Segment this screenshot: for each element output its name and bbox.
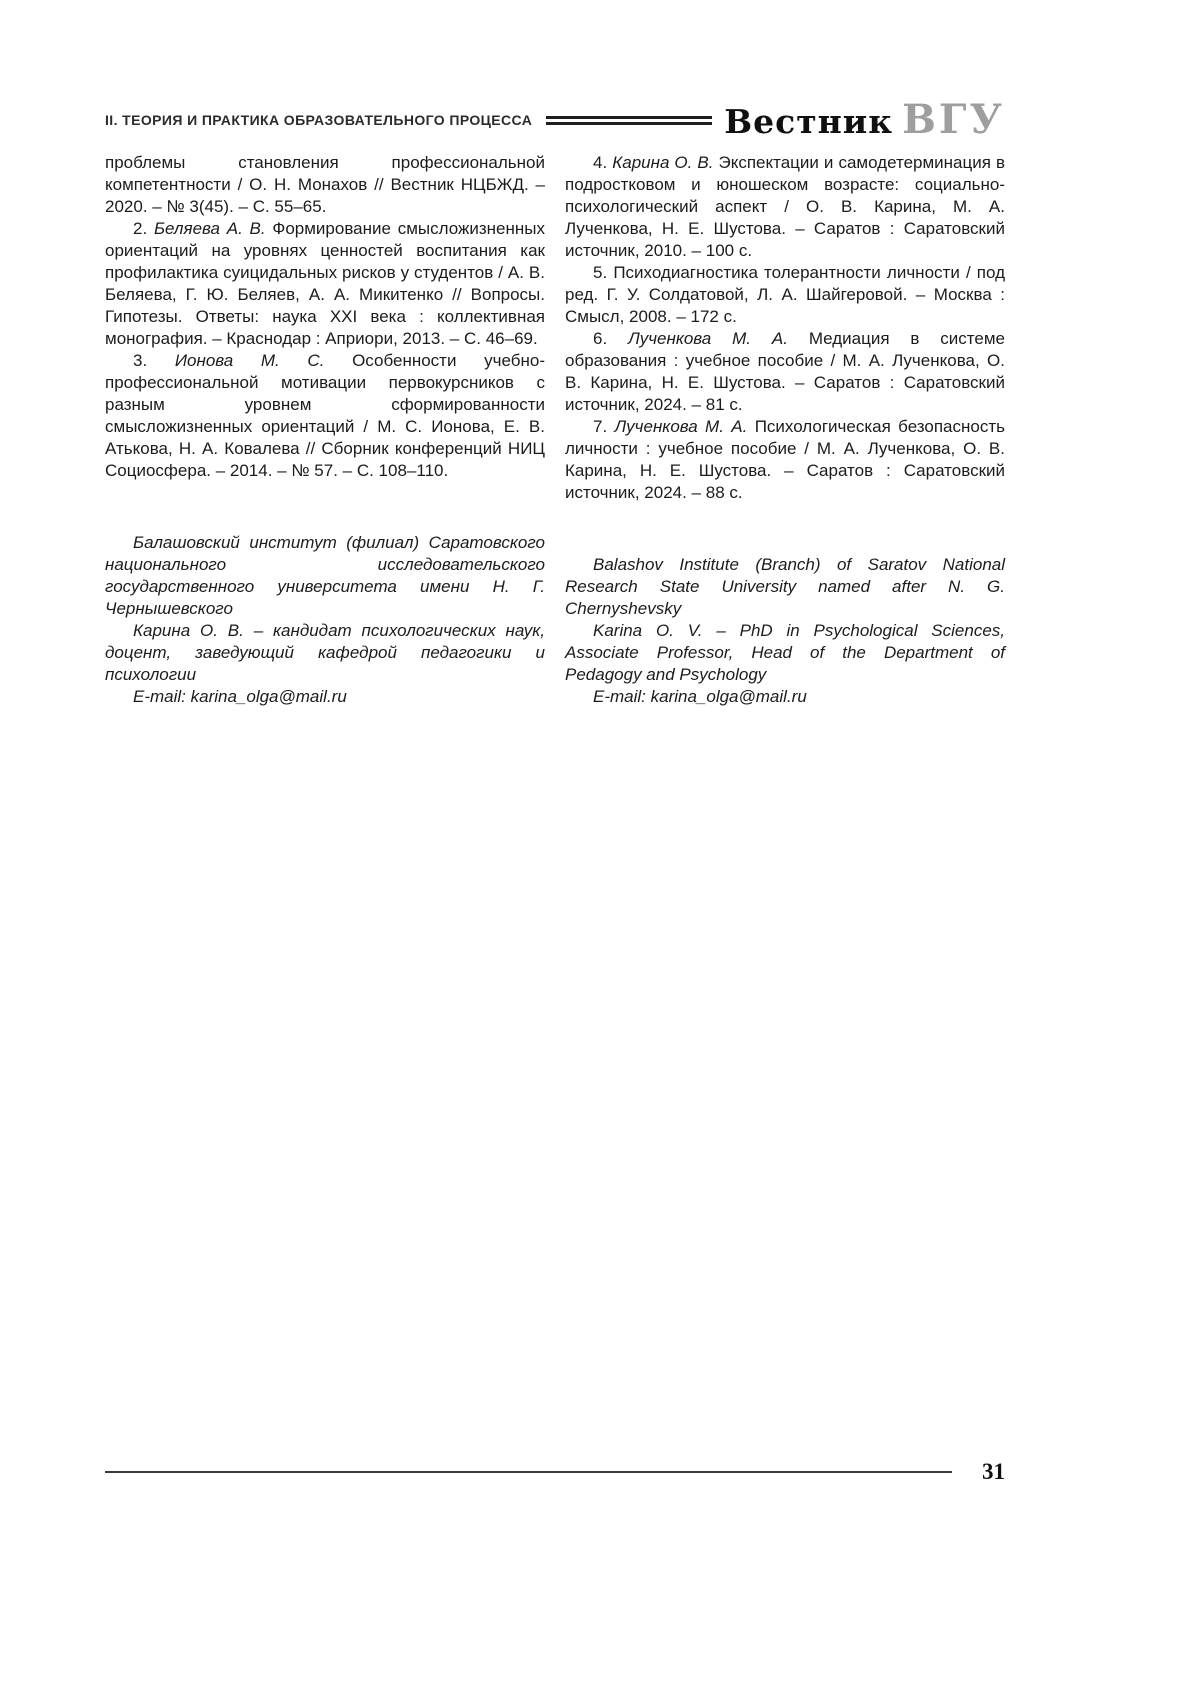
reference-item bbox=[565, 152, 1005, 262]
right-column bbox=[565, 152, 1005, 708]
reference-item bbox=[105, 350, 545, 482]
header-double-rule bbox=[546, 116, 712, 125]
journal-logo bbox=[724, 96, 1005, 143]
reference-text: проблемы становления профессиональной компетентности / О. Н. Монахов // Вестник НЦБЖД. – 2020. – № 3(45). – С. 55–65. bbox=[105, 153, 545, 216]
reference-text: Особенности учебно-профессиональной мотивации первокурсников с разным уровнем сформированности смысложизненных ориентаций / М. С. Ионова, Е. В. Атькова, Н. А. Ковалева // Сборник конференций НИЦ Социосфера. – 2014. – № 57. – С. 108–110. bbox=[105, 351, 545, 480]
reference-text: Медиация в системе образования : учебное пособие / М. А. Лученкова, О. В. Карина, Н. Е. Шустова. – Саратов : Саратовский источник, 2024. – 81 с. bbox=[565, 329, 1005, 414]
reference-item bbox=[105, 218, 545, 350]
left-column bbox=[105, 152, 545, 708]
reference-number: 4. bbox=[593, 153, 608, 172]
reference-number: 2. bbox=[133, 219, 148, 238]
affiliation-institute: Balashov Institute (Branch) of Saratov National Research State University named after N. G. Chernyshevsky bbox=[565, 555, 1005, 618]
reference-author: Лученкова М. А. bbox=[628, 329, 788, 348]
author-email: E-mail: karina_olga@mail.ru bbox=[593, 687, 807, 706]
reference-number: 5. bbox=[593, 263, 608, 282]
reference-text: Психологическая безопасность личности : учебное пособие / М. А. Лученкова, О. В. Карина, Н. Е. Шустова. – Саратов : Саратовский источник, 2024. – 88 с. bbox=[565, 417, 1005, 502]
page-content bbox=[105, 0, 1005, 708]
reference-item bbox=[565, 416, 1005, 504]
journal-logo-vestnik: Вестник bbox=[724, 102, 894, 141]
affiliation-block-en bbox=[565, 554, 1005, 708]
affiliation-block-ru bbox=[105, 532, 545, 708]
reference-number: 6. bbox=[593, 329, 608, 348]
section-title: II. ТЕОРИЯ И ПРАКТИКА ОБРАЗОВАТЕЛЬНОГО ПРОЦЕССА bbox=[105, 112, 533, 128]
affiliation-institute: Балашовский институт (филиал) Саратовского национального исследовательского государственного университета имени Н. Г. Чернышевского bbox=[105, 533, 545, 618]
page-header bbox=[105, 96, 1005, 144]
reference-item bbox=[565, 262, 1005, 328]
author-credentials: Карина О. В. – кандидат психологических наук, доцент, заведующий кафедрой педагогики и психологии bbox=[105, 621, 545, 684]
footer-rule bbox=[105, 1471, 952, 1473]
reference-item bbox=[565, 328, 1005, 416]
reference-text: Психодиагностика толерантности личности / под ред. Г. У. Солдатовой, Л. А. Шайгеровой. – Москва : Смысл, 2008. – 172 с. bbox=[565, 263, 1005, 326]
author-email: E-mail: karina_olga@mail.ru bbox=[133, 687, 347, 706]
author-credentials: Karina O. V. – PhD in Psychological Sciences, Associate Professor, Head of the Department of Pedagogy and Psychology bbox=[565, 621, 1005, 684]
reference-author: Ионова М. С. bbox=[174, 351, 325, 370]
reference-number: 3. bbox=[133, 351, 148, 370]
reference-text: Формирование смысложизненных ориентаций на уровнях ценностей воспитания как профилактика суицидальных рисков у студентов / А. В. Беляева, Г. Ю. Беляев, А. А. Микитенко // Вопросы. Гипотезы. Ответы: наука XXI века : коллективная монография. – Краснодар : Априори, 2013. – С. 46–69. bbox=[105, 219, 545, 348]
journal-logo-vgu: ВГУ bbox=[902, 96, 1005, 143]
two-column-layout bbox=[105, 152, 1005, 708]
reference-author: Лученкова М. А. bbox=[614, 417, 748, 436]
reference-author: Беляева А. В. bbox=[153, 219, 266, 238]
page-number: 31 bbox=[982, 1459, 1005, 1484]
reference-author: Карина О. В. bbox=[612, 153, 714, 172]
reference-continuation bbox=[105, 152, 545, 218]
page-footer bbox=[105, 1458, 1005, 1486]
reference-number: 7. bbox=[593, 417, 608, 436]
reference-text: Экспектации и самодетерминация в подростковом и юношеском возрасте: социально-психологический аспект / О. В. Карина, М. А. Лученкова, Н. Е. Шустова. – Саратов : Саратовский источник, 2010. – 100 с. bbox=[565, 153, 1005, 260]
